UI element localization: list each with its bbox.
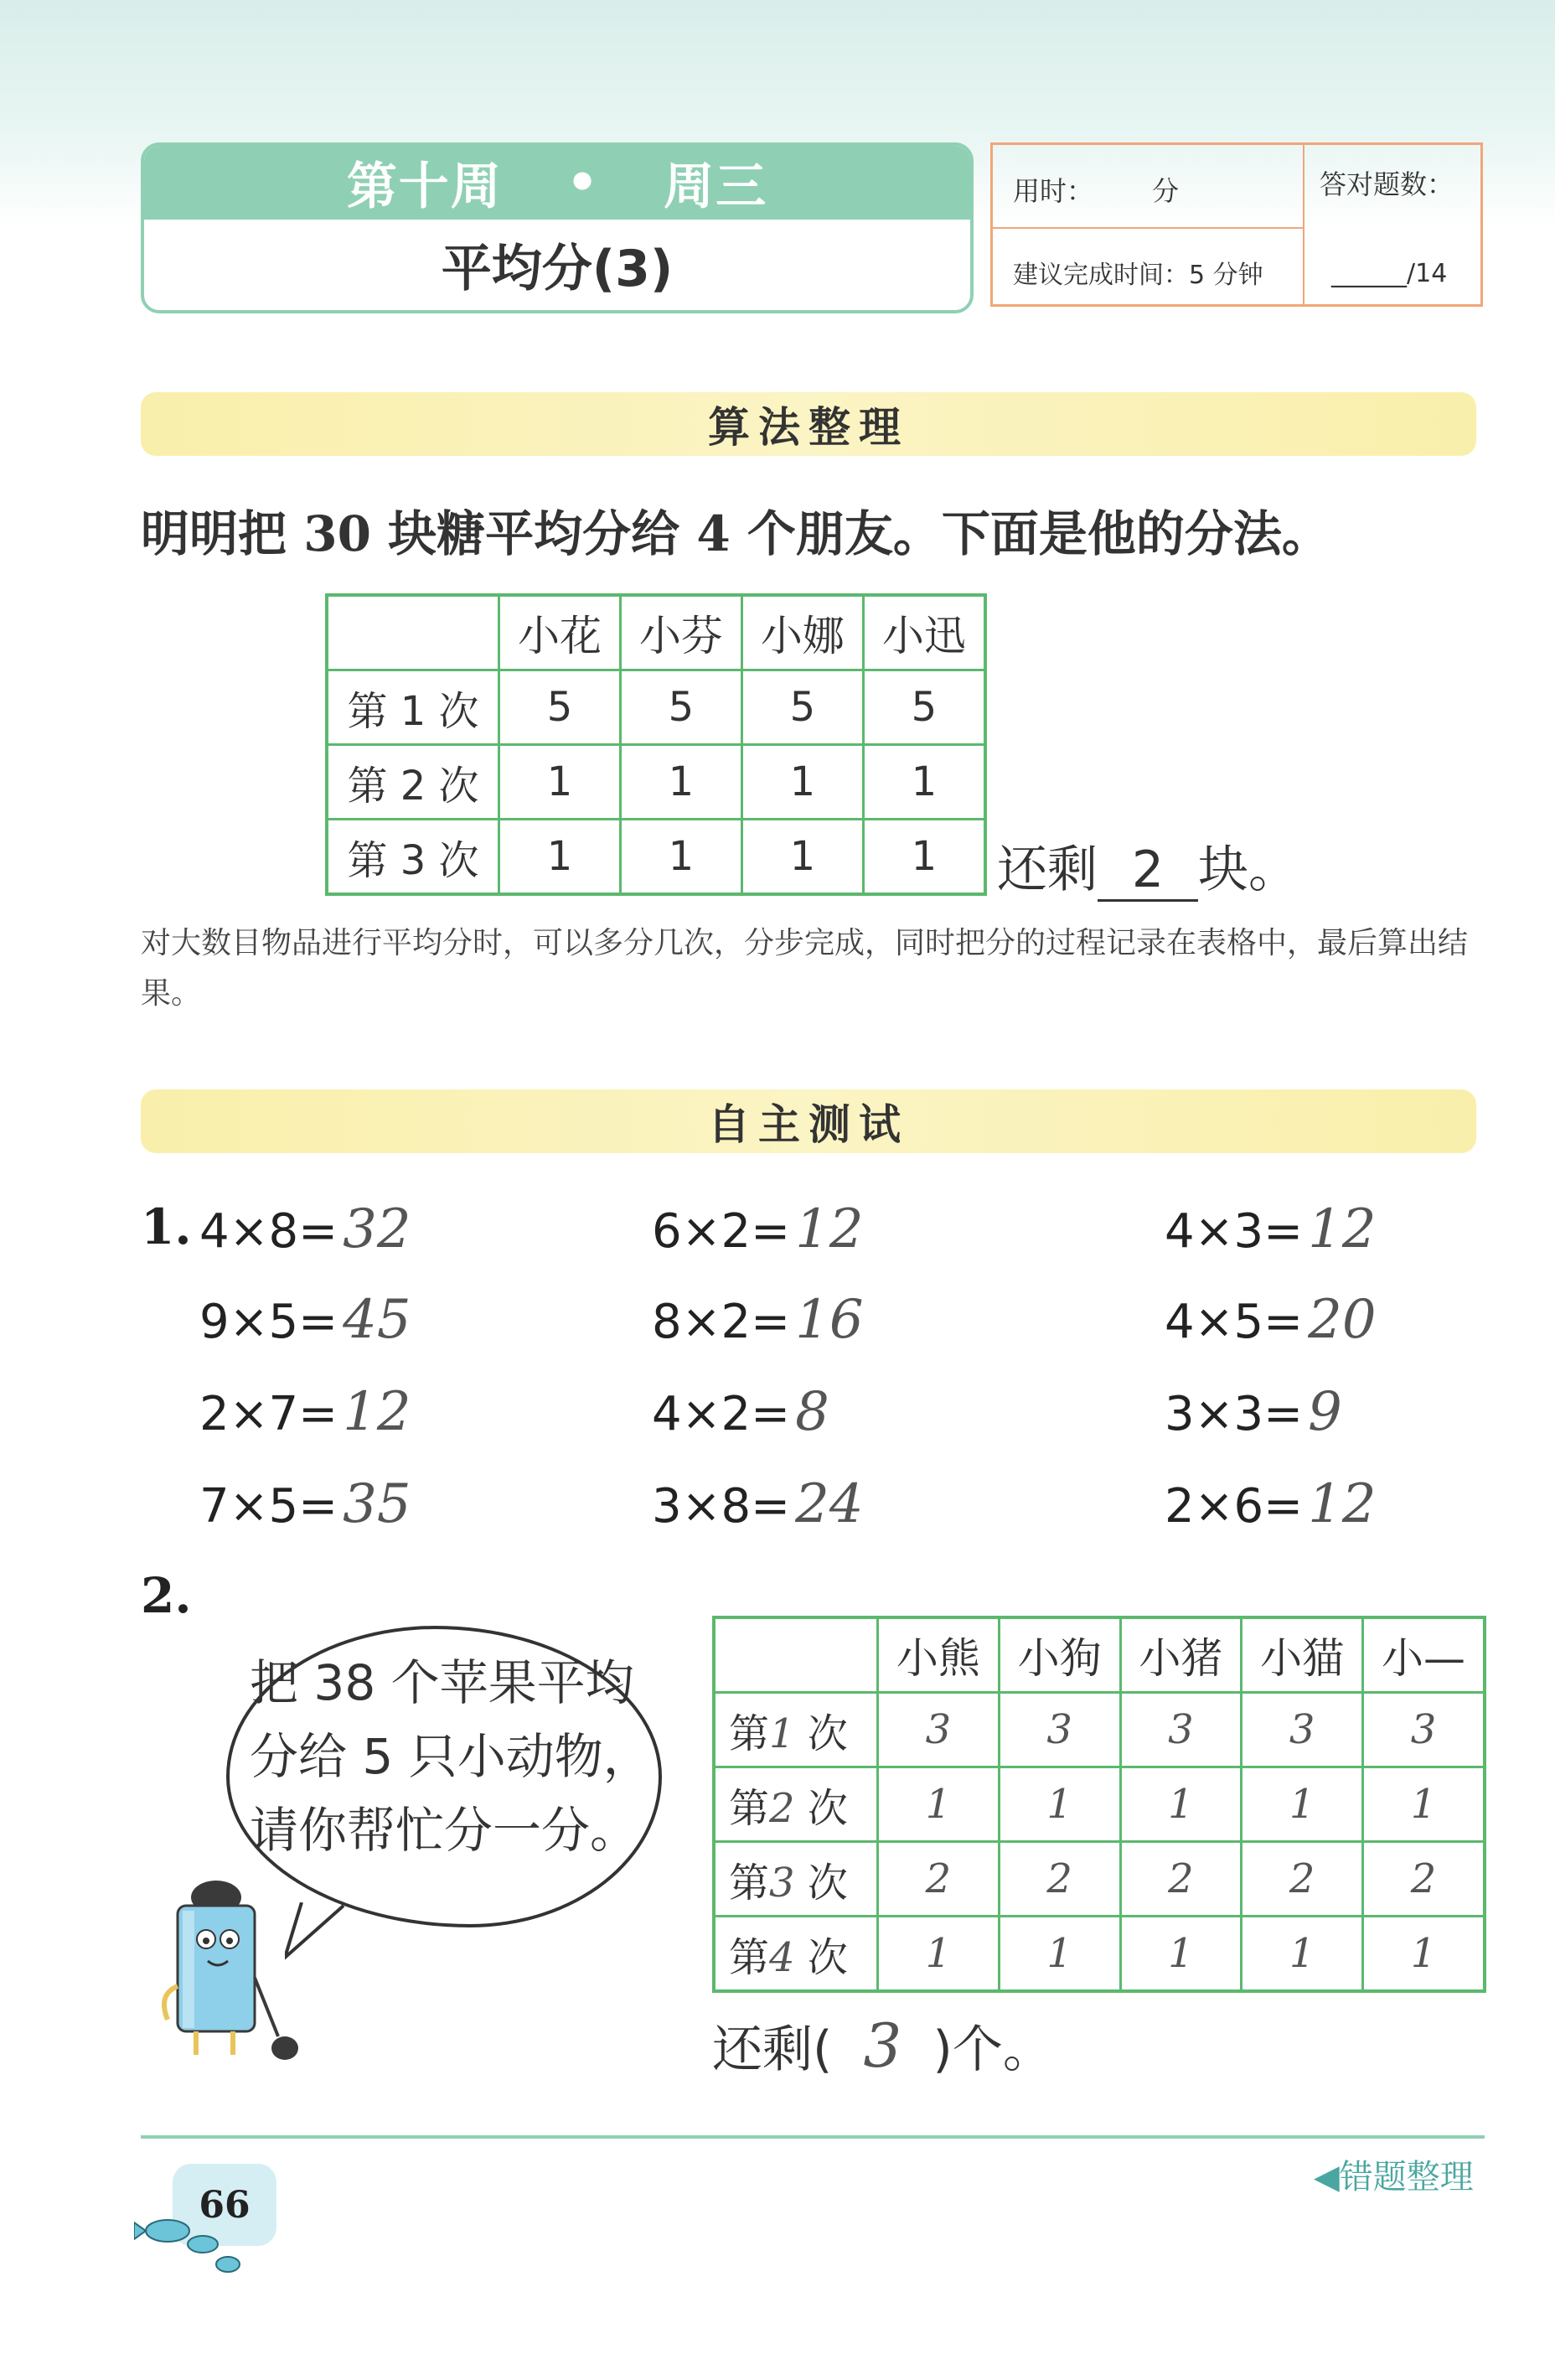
table-cell: 1: [863, 745, 985, 820]
equation: 3×3=9: [1165, 1381, 1342, 1443]
fish-decoration-icon: [134, 2212, 251, 2279]
table-row: [327, 670, 985, 745]
equation: 6×2=12: [652, 1198, 864, 1260]
row-label: 第 1 次: [327, 670, 499, 745]
week-label: 第十周: [346, 158, 503, 216]
column-header: 小芬: [620, 595, 741, 670]
handwritten-cell: 1: [1120, 1767, 1242, 1842]
handwritten-cell: 2: [1242, 1842, 1363, 1917]
handwritten-answer: 16: [795, 1289, 864, 1351]
equation: 9×5=45: [199, 1289, 411, 1351]
table-cell: 1: [499, 820, 621, 895]
table-cell: 5: [863, 670, 985, 745]
table-row: [327, 820, 985, 895]
handwritten-answer: 32: [343, 1198, 411, 1260]
time-used-label: 用时：: [1013, 175, 1094, 207]
table-cell: 1: [499, 745, 621, 820]
equation: 2×7=12: [199, 1381, 411, 1443]
suggested-time: 建议完成时间：5 分钟: [1013, 261, 1263, 290]
row-label: 第 3 次: [327, 820, 499, 895]
equation: 4×5=20: [1165, 1289, 1377, 1351]
page-number: 66: [173, 2164, 276, 2246]
handwritten-cell: 1: [1120, 1917, 1242, 1992]
handwritten-answer: 35: [343, 1473, 411, 1535]
handwritten-cell: 1: [1363, 1917, 1485, 1992]
error-review-link[interactable]: ◀错题整理: [1314, 2158, 1474, 2196]
method-note: 对大数目物品进行平均分时，可以多分几次，分步完成，同时把分的过程记录在表格中，最后算出结果。: [141, 926, 1469, 1011]
handwritten-cell: 1: [1242, 1917, 1363, 1992]
row-label: 第1 次: [714, 1693, 878, 1767]
table-cell: 1: [741, 820, 863, 895]
question-2-number: 2.: [141, 1567, 192, 1624]
score-total: ______/14: [1331, 259, 1448, 288]
table-header-row: [327, 595, 985, 670]
equation: 4×3=12: [1165, 1198, 1377, 1260]
handwritten-cell: 2: [1120, 1842, 1242, 1917]
table-cell: 1: [863, 820, 985, 895]
table-cell: 1: [620, 820, 741, 895]
table-cell: 1: [620, 745, 741, 820]
handwritten-answer: 12: [795, 1198, 864, 1260]
handwritten-cell: 3: [999, 1693, 1120, 1767]
equation: 2×6=12: [1165, 1473, 1377, 1535]
equation: 8×2=16: [652, 1289, 864, 1351]
equation: 4×8=32: [199, 1198, 411, 1260]
table-cell: 5: [499, 670, 621, 745]
handwritten-cell: 2: [878, 1842, 1000, 1917]
table-row: [714, 1842, 1485, 1917]
handwritten-cell: 2: [1363, 1842, 1485, 1917]
apple-distribution-table: [712, 1616, 1486, 1993]
week-day-banner: [144, 146, 970, 220]
remaining-candy: 还剩 2 块。: [997, 830, 1299, 902]
remaining-apples: 还剩( 3 )个。: [712, 2010, 1053, 2081]
column-header: 小迅: [863, 595, 985, 670]
handwritten-cell: 1: [999, 1767, 1120, 1842]
table-row: [327, 745, 985, 820]
column-header: 小猪: [1120, 1617, 1242, 1693]
handwritten-answer: 9: [1308, 1381, 1342, 1443]
divider: [1303, 145, 1304, 304]
row-label: 第4 次: [714, 1917, 878, 1992]
handwritten-cell: 2: [999, 1842, 1120, 1917]
section-title-algorithm: 算法整理: [141, 392, 1476, 456]
handwritten-answer: 8: [795, 1381, 829, 1443]
handwritten-answer: 12: [1308, 1473, 1377, 1535]
candy-distribution-table: [325, 593, 987, 896]
column-header: 小熊: [878, 1617, 1000, 1693]
footer-divider: [141, 2135, 1485, 2139]
handwritten-cell: 1: [1242, 1767, 1363, 1842]
section-title-self-test: 自主测试: [141, 1089, 1476, 1153]
handwritten-cell: 1: [999, 1917, 1120, 1992]
handwritten-cell: 3: [1242, 1693, 1363, 1767]
handwritten-answer: 24: [795, 1473, 864, 1535]
handwritten-answer: 12: [343, 1381, 411, 1443]
problem-intro: 明明把 30 块糖平均分给 4 个朋友。下面是他的分法。: [141, 505, 1330, 562]
lesson-title: 平均分(3): [441, 240, 674, 298]
handwritten-cell: 3: [1120, 1693, 1242, 1767]
handwritten-cell: 1: [1363, 1767, 1485, 1842]
table-header-row: [714, 1617, 1485, 1693]
column-header: 小狗: [999, 1617, 1120, 1693]
question-1-number: 1.: [141, 1198, 192, 1255]
handwritten-answer: 20: [1308, 1289, 1377, 1351]
table-row: [714, 1693, 1485, 1767]
table-cell: 5: [620, 670, 741, 745]
handwritten-cell: 1: [878, 1917, 1000, 1992]
equation: 7×5=35: [199, 1473, 411, 1535]
remaining-candy-answer: 2: [1098, 841, 1198, 902]
separator-dot: •: [566, 153, 601, 212]
speech-bubble-text: 把 38 个苹果平均分给 5 只小动物，请你帮忙分一分。: [250, 1654, 652, 1859]
table-cell: 5: [741, 670, 863, 745]
row-label: 第3 次: [714, 1842, 878, 1917]
column-header: 小猫: [1242, 1617, 1363, 1693]
column-header: 小娜: [741, 595, 863, 670]
handwritten-cell: 3: [878, 1693, 1000, 1767]
remaining-apples-answer: 3: [863, 2010, 902, 2081]
table-cell: 1: [741, 745, 863, 820]
table-row: [714, 1917, 1485, 1992]
column-header: 小花: [499, 595, 621, 670]
time-score-box: [990, 142, 1483, 307]
lesson-title-box: [141, 142, 974, 313]
row-label: 第 2 次: [327, 745, 499, 820]
day-label: 周三: [664, 158, 768, 216]
handwritten-cell: 3: [1363, 1693, 1485, 1767]
time-unit: 分: [1152, 175, 1180, 207]
handwritten-cell: 1: [878, 1767, 1000, 1842]
row-label: 第2 次: [714, 1767, 878, 1842]
handwritten-answer: 12: [1308, 1198, 1377, 1260]
handwritten-answer: 45: [343, 1289, 411, 1351]
equation: 3×8=24: [652, 1473, 864, 1535]
column-header: 小—: [1363, 1617, 1485, 1693]
divider: [993, 227, 1303, 229]
table-row: [714, 1767, 1485, 1842]
score-label: 答对题数：: [1320, 168, 1454, 200]
book-mascot-icon: [134, 1877, 335, 2078]
equation: 4×2=8: [652, 1381, 829, 1443]
